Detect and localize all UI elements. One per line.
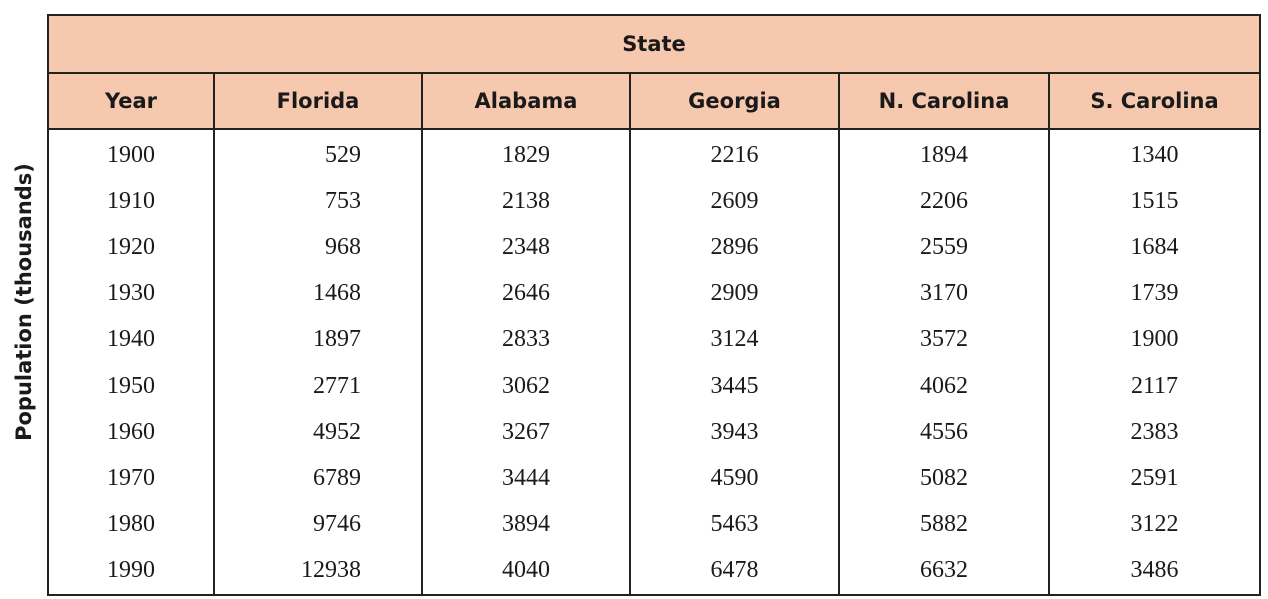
alabama-cell: 2348 bbox=[422, 224, 630, 270]
alabama-cell: 3062 bbox=[422, 363, 630, 409]
north-carolina-cell: 3572 bbox=[839, 317, 1049, 363]
alabama-cell: 2138 bbox=[422, 178, 630, 224]
population-axis-label: Population (thousands) bbox=[12, 163, 36, 441]
georgia-cell: 4590 bbox=[630, 455, 839, 501]
alabama-cell: 3444 bbox=[422, 455, 630, 501]
alabama-cell: 1829 bbox=[422, 129, 630, 178]
florida-cell: 529 bbox=[214, 129, 422, 178]
year-cell: 1910 bbox=[107, 187, 155, 214]
florida-cell: 753 bbox=[214, 178, 422, 224]
year-cell: 1960 bbox=[107, 418, 155, 445]
georgia-cell: 2909 bbox=[630, 271, 839, 317]
state-group-header: State bbox=[48, 15, 1260, 73]
georgia-cell: 2896 bbox=[630, 224, 839, 270]
florida-cell: 1468 bbox=[214, 271, 422, 317]
year-cell: 1930 bbox=[107, 280, 155, 307]
table-row bbox=[48, 129, 1260, 178]
population-axis-label-container bbox=[4, 14, 44, 590]
year-cell: 1990 bbox=[107, 557, 155, 584]
georgia-cell: 2216 bbox=[630, 129, 839, 178]
alabama-cell: 2646 bbox=[422, 271, 630, 317]
alabama-cell: 2833 bbox=[422, 317, 630, 363]
south-carolina-cell: 1340 bbox=[1049, 129, 1260, 178]
north-carolina-cell: 2206 bbox=[839, 178, 1049, 224]
florida-cell: 6789 bbox=[214, 455, 422, 501]
south-carolina-cell: 1900 bbox=[1049, 317, 1260, 363]
table-row bbox=[48, 409, 1260, 455]
year-cell: 1900 bbox=[107, 141, 155, 168]
south-carolina-cell: 2591 bbox=[1049, 455, 1260, 501]
florida-cell: 968 bbox=[214, 224, 422, 270]
alabama-cell: 3894 bbox=[422, 502, 630, 548]
table-row bbox=[48, 224, 1260, 270]
north-carolina-cell: 2559 bbox=[839, 224, 1049, 270]
florida-cell: 1897 bbox=[214, 317, 422, 363]
north-carolina-cell: 1894 bbox=[839, 129, 1049, 178]
population-table bbox=[47, 14, 1261, 596]
south-carolina-cell: 3122 bbox=[1049, 502, 1260, 548]
table-row bbox=[48, 502, 1260, 548]
table-row bbox=[48, 363, 1260, 409]
column-header-florida: Florida bbox=[214, 73, 422, 129]
florida-cell: 2771 bbox=[214, 363, 422, 409]
georgia-cell: 2609 bbox=[630, 178, 839, 224]
alabama-cell: 4040 bbox=[422, 548, 630, 595]
column-header-north-carolina: N. Carolina bbox=[839, 73, 1049, 129]
column-header-alabama: Alabama bbox=[422, 73, 630, 129]
column-header-row bbox=[48, 73, 1260, 129]
year-cell: 1940 bbox=[107, 326, 155, 353]
north-carolina-cell: 5882 bbox=[839, 502, 1049, 548]
north-carolina-cell: 4556 bbox=[839, 409, 1049, 455]
north-carolina-cell: 6632 bbox=[839, 548, 1049, 595]
alabama-cell: 3267 bbox=[422, 409, 630, 455]
georgia-cell: 6478 bbox=[630, 548, 839, 595]
table-row bbox=[48, 548, 1260, 595]
south-carolina-cell: 1515 bbox=[1049, 178, 1260, 224]
georgia-cell: 3445 bbox=[630, 363, 839, 409]
table-row bbox=[48, 317, 1260, 363]
column-header-year: Year bbox=[48, 73, 214, 129]
north-carolina-cell: 4062 bbox=[839, 363, 1049, 409]
year-cell: 1980 bbox=[107, 511, 155, 538]
florida-cell: 9746 bbox=[214, 502, 422, 548]
table-body bbox=[48, 129, 1260, 595]
south-carolina-cell: 2383 bbox=[1049, 409, 1260, 455]
column-header-georgia: Georgia bbox=[630, 73, 839, 129]
florida-cell: 12938 bbox=[214, 548, 422, 595]
florida-cell: 4952 bbox=[214, 409, 422, 455]
north-carolina-cell: 3170 bbox=[839, 271, 1049, 317]
table-row bbox=[48, 455, 1260, 501]
group-header-row bbox=[48, 15, 1260, 73]
year-cell: 1970 bbox=[107, 464, 155, 491]
table-row bbox=[48, 271, 1260, 317]
south-carolina-cell: 1739 bbox=[1049, 271, 1260, 317]
table-row bbox=[48, 178, 1260, 224]
georgia-cell: 3124 bbox=[630, 317, 839, 363]
column-header-south-carolina: S. Carolina bbox=[1049, 73, 1260, 129]
south-carolina-cell: 2117 bbox=[1049, 363, 1260, 409]
year-cell: 1950 bbox=[107, 372, 155, 399]
georgia-cell: 3943 bbox=[630, 409, 839, 455]
south-carolina-cell: 1684 bbox=[1049, 224, 1260, 270]
south-carolina-cell: 3486 bbox=[1049, 548, 1260, 595]
year-cell: 1920 bbox=[107, 233, 155, 260]
georgia-cell: 5463 bbox=[630, 502, 839, 548]
north-carolina-cell: 5082 bbox=[839, 455, 1049, 501]
